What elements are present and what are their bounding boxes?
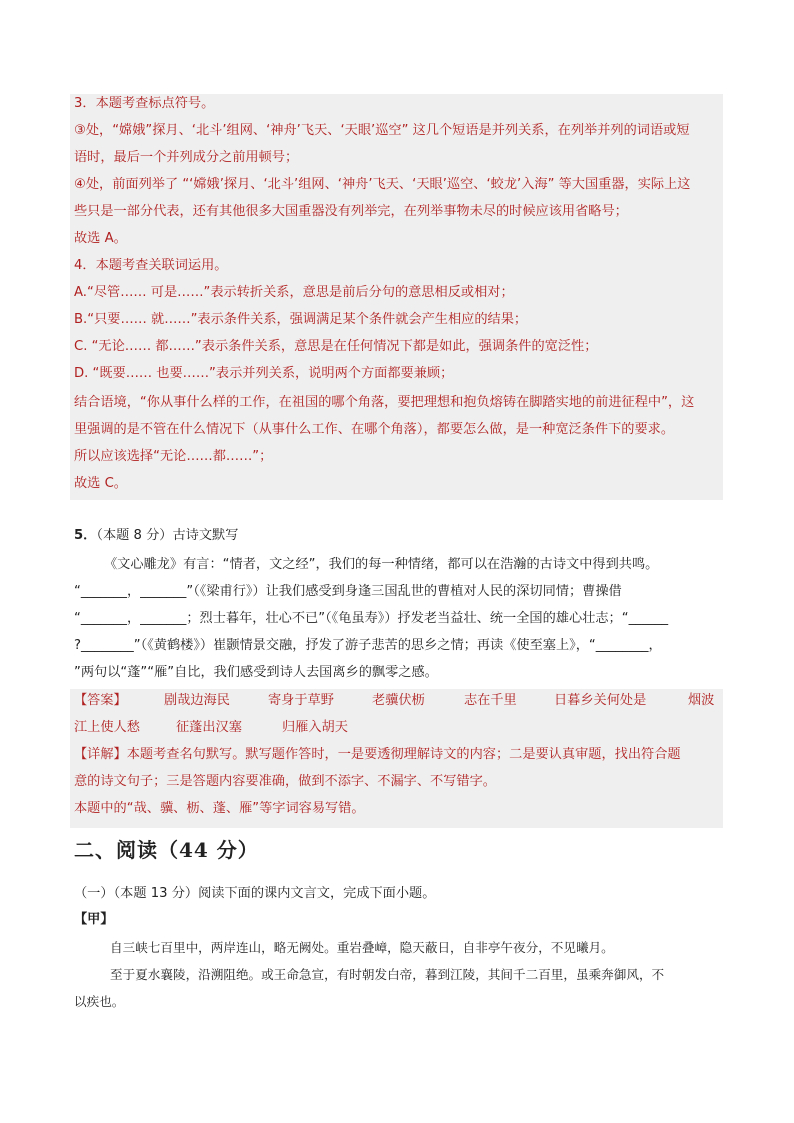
q5-number: 5．	[74, 528, 97, 543]
q5-detail-line2: 意的诗文句子；三是答题内容要准确，做到不添字、不漏字、不写错字。	[74, 774, 496, 789]
q5-answer-5: 日暮乡关何处是	[554, 693, 647, 708]
q5-detail-text1: 本题考查名句默写。默写题作答时，一是要透彻理解诗文的内容；二是要认真审题，找出符合题	[126, 747, 681, 762]
q3-heading: 3．本题考查标点符号。	[74, 96, 215, 111]
q4-option-b: B.“只要…… 就……”表示条件关系，强调满足某个条件就会产生相应的结果；	[74, 312, 528, 327]
q5-detail-label: 【详解】	[74, 747, 127, 762]
q4-context-line3: 所以应该选择“无论……都……”；	[74, 449, 273, 464]
q4-context-line1: 结合语境，“你从事什么样的工作，在祖国的哪个角落，要把理想和抱负熔铸在脚踏实地的前进征程中”，这	[74, 395, 695, 410]
q5-heading	[74, 526, 238, 546]
q3-point-2-line1: ④处，前面列举了 “‘嫦娥’探月、‘北斗’组网、‘神舟’飞天、‘天眼’巡空、‘蛟龙’入海” 等大国重器，实际上这	[74, 177, 691, 192]
q3-conclusion: 故选 A。	[74, 231, 127, 246]
q5-prompt-line3: “_______，_______；烈士暮年，壮心不已”（《龟虽寿》）抒发老当益壮、统一全国的雄心壮志；“______	[74, 611, 669, 626]
q4-context-line2: 里强调的是不管在什么情况下（从事什么工作、在哪个角落），都要怎么做，是一种宽泛条件下的要求。	[74, 422, 675, 437]
q3-point-1-line2: 语时，最后一个并列成分之前用顿号；	[74, 150, 299, 165]
q5-answer-6: 烟波	[688, 693, 715, 708]
q4-option-a: A.“尽管…… 可是……”表示转折关系，意思是前后分句的意思相反或相对；	[74, 285, 514, 300]
q4-conclusion: 故选 C。	[74, 476, 127, 491]
q5-detail-line3: 本题中的“哉、骥、枥、蓬、雁”等字词容易写错。	[74, 801, 365, 816]
reading-1-jia-label: 【甲】	[74, 912, 114, 927]
q5-answer-2: 寄身于草野	[268, 693, 334, 708]
reading-1-para-2-line2: 以疾也。	[74, 994, 125, 1009]
q5-detail-line1	[74, 745, 681, 765]
q5-answer-1: 剧哉边海民	[164, 693, 230, 708]
q5-answer-7: 江上使人愁	[74, 720, 140, 735]
section-title: 二、阅读（44 分）	[74, 838, 259, 862]
q5-answer-3: 老骥伏枥	[372, 693, 425, 708]
q5-prompt-line4: ?________”（《黄鹤楼》）崔颢情景交融，抒发了游子悲苦的思乡之情；再读《使至塞上》，“________，	[74, 638, 662, 653]
q4-option-d: D. “既要…… 也要……”表示并列关系，说明两个方面都要兼顾；	[74, 366, 454, 381]
q4-option-c: C. “无论…… 都……”表示条件关系，意思是在任何情况下都是如此，强调条件的宽泛性；	[74, 339, 598, 354]
q5-prompt-line5: ”两句以“蓬”“雁”自比，我们感受到诗人去国离乡的飘零之感。	[74, 665, 438, 680]
reading-1-para-2-line1: 至于夏水襄陵，沿溯阻绝。或王命急宣，有时朝发白帝，暮到江陵，其间千二百里，虽乘奔御风，不	[110, 967, 665, 982]
q5-answer-label: 【答案】	[74, 693, 127, 708]
reading-1-heading: （一）（本题 13 分）阅读下面的课内文言文，完成下面小题。	[74, 886, 436, 901]
q5-answer-9: 归雁入胡天	[282, 720, 348, 735]
q5-answer-8: 征蓬出汉塞	[176, 720, 242, 735]
q5-prompt-line1: 《文心雕龙》有言：“情者，文之经”，我们的每一种情绪，都可以在浩瀚的古诗文中得到共鸣。	[104, 557, 659, 572]
q5-heading-text: （本题 8 分）古诗文默写	[96, 528, 239, 543]
q3-point-1-line1: ③处，“嫦娥”探月、‘北斗’组网、‘神舟’飞天、‘天眼’巡空” 这几个短语是并列关系，在列举并列的词语或短	[74, 123, 690, 138]
q5-answer-4: 志在千里	[464, 693, 517, 708]
q4-heading: 4．本题考查关联词运用。	[74, 258, 228, 273]
q3-point-2-line2: 些只是一部分代表，还有其他很多大国重器没有列举完，在列举事物未尽的时候应该用省略号；	[74, 204, 628, 219]
q5-prompt-line2: “_______，_______”（《梁甫行》）让我们感受到身逢三国乱世的曹植对人民的深切同情；曹操借	[74, 584, 622, 599]
reading-1-para-1: 自三峡七百里中，两岸连山，略无阙处。重岩叠嶂，隐天蔽日，自非亭午夜分，不见曦月。	[110, 940, 614, 955]
